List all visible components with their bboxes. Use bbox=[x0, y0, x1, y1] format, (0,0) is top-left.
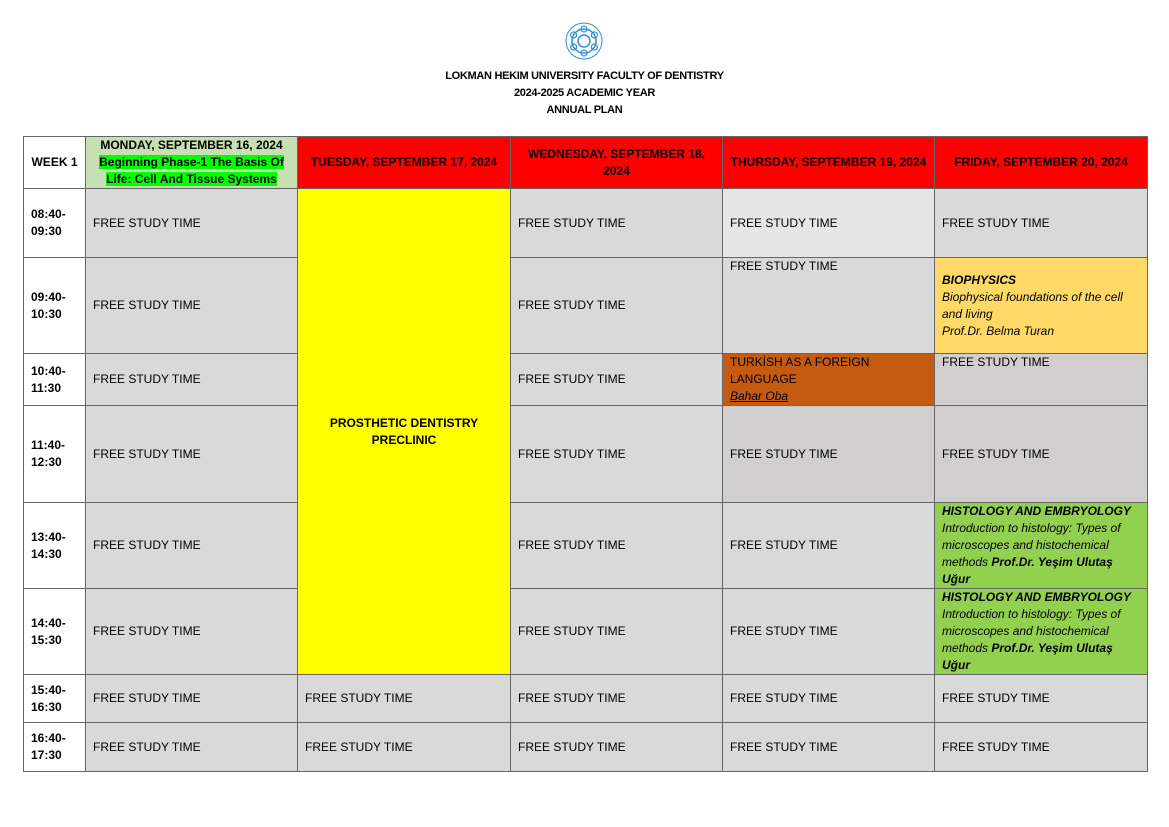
table-row bbox=[24, 675, 1148, 723]
table-row bbox=[24, 406, 1148, 503]
schedule-cell: FREE STUDY TIME bbox=[511, 503, 723, 589]
schedule-cell: FREE STUDY TIME bbox=[935, 723, 1148, 772]
course-title: HISTOLOGY AND EMBRYOLOGY bbox=[942, 504, 1131, 518]
schedule-cell: FREE STUDY TIME bbox=[86, 354, 298, 406]
histology-block bbox=[935, 503, 1148, 589]
time-slot: 11:40-12:30 bbox=[24, 406, 86, 503]
schedule-cell: FREE STUDY TIME bbox=[511, 258, 723, 354]
turkish-language-block bbox=[723, 354, 935, 406]
schedule-cell: FREE STUDY TIME bbox=[511, 723, 723, 772]
schedule-cell: FREE STUDY TIME bbox=[298, 723, 511, 772]
friday-header: FRIDAY, SEPTEMBER 20, 2024 bbox=[935, 137, 1148, 189]
schedule-cell: FREE STUDY TIME bbox=[511, 675, 723, 723]
time-slot: 09:40-10:30 bbox=[24, 258, 86, 354]
schedule-cell: FREE STUDY TIME bbox=[935, 189, 1148, 258]
schedule-cell: FREE STUDY TIME bbox=[86, 258, 298, 354]
schedule-cell: FREE STUDY TIME bbox=[511, 354, 723, 406]
schedule-cell: FREE STUDY TIME bbox=[935, 406, 1148, 503]
table-header-row bbox=[24, 137, 1148, 189]
schedule-cell: FREE STUDY TIME bbox=[723, 258, 935, 354]
monday-header bbox=[86, 137, 298, 189]
phase-label: Beginning Phase-1 The Basis Of Life: Cell And Tissue Systems bbox=[99, 155, 284, 186]
table-row bbox=[24, 723, 1148, 772]
schedule-cell: FREE STUDY TIME bbox=[935, 354, 1148, 406]
schedule-cell: FREE STUDY TIME bbox=[723, 723, 935, 772]
course-teacher: Prof.Dr. Yeşim Ulutaş Uğur bbox=[942, 555, 1113, 586]
monday-date: MONDAY, SEPTEMBER 16, 2024 bbox=[100, 138, 283, 152]
course-title: BIOPHYSICS bbox=[942, 272, 1017, 287]
schedule-cell: FREE STUDY TIME bbox=[723, 589, 935, 675]
course-title: HISTOLOGY AND EMBRYOLOGY bbox=[942, 590, 1131, 604]
schedule-cell: FREE STUDY TIME bbox=[86, 406, 298, 503]
schedule-cell: FREE STUDY TIME bbox=[86, 589, 298, 675]
time-slot: 15:40-16:30 bbox=[24, 675, 86, 723]
time-slot: 08:40-09:30 bbox=[24, 189, 86, 258]
schedule-cell: FREE STUDY TIME bbox=[86, 189, 298, 258]
schedule-cell: FREE STUDY TIME bbox=[298, 675, 511, 723]
course-teacher: Prof.Dr. Belma Turan bbox=[942, 323, 1055, 338]
wednesday-header: WEDNESDAY, SEPTEMBER 18, 2024 bbox=[511, 137, 723, 189]
schedule-cell: FREE STUDY TIME bbox=[723, 675, 935, 723]
schedule-cell: FREE STUDY TIME bbox=[511, 589, 723, 675]
plan-title: ANNUAL PLAN bbox=[546, 104, 623, 116]
schedule-cell: FREE STUDY TIME bbox=[511, 406, 723, 503]
schedule-cell: FREE STUDY TIME bbox=[723, 189, 935, 258]
schedule-cell: FREE STUDY TIME bbox=[511, 189, 723, 258]
course-title: TURKİSH AS A FOREIGN LANGUAGE bbox=[730, 355, 870, 386]
prosthetic-dentistry-block: PROSTHETIC DENTISTRY PRECLINIC bbox=[298, 189, 511, 675]
course-teacher: Prof.Dr. Yeşim Ulutaş Uğur bbox=[942, 641, 1113, 672]
time-slot: 13:40-14:30 bbox=[24, 503, 86, 589]
schedule-cell: FREE STUDY TIME bbox=[86, 723, 298, 772]
schedule-cell: FREE STUDY TIME bbox=[723, 406, 935, 503]
academic-year: 2024-2025 ACADEMIC YEAR bbox=[513, 87, 656, 99]
histology-block bbox=[935, 589, 1148, 675]
faculty-title: LOKMAN HEKIM UNIVERSITY FACULTY OF DENTISTRY bbox=[445, 70, 724, 82]
biophysics-block bbox=[935, 258, 1148, 354]
schedule-cell: FREE STUDY TIME bbox=[723, 503, 935, 589]
course-topic: Introduction to histology: Types of microscopes and histochemical methods bbox=[942, 521, 1121, 569]
schedule-cell: FREE STUDY TIME bbox=[86, 503, 298, 589]
time-slot: 16:40-17:30 bbox=[24, 723, 86, 772]
schedule-cell: FREE STUDY TIME bbox=[86, 675, 298, 723]
weekly-schedule-table bbox=[23, 136, 1148, 772]
university-seal-icon bbox=[563, 21, 605, 61]
course-topic: Introduction to histology: Types of microscopes and histochemical methods bbox=[942, 607, 1121, 655]
tuesday-header: TUESDAY, SEPTEMBER 17, 2024 bbox=[298, 137, 511, 189]
thursday-header: THURSDAY, SEPTEMBER 19, 2024 bbox=[723, 137, 935, 189]
time-slot: 14:40-15:30 bbox=[24, 589, 86, 675]
table-row bbox=[24, 589, 1148, 675]
table-row bbox=[24, 189, 1148, 258]
time-slot: 10:40-11:30 bbox=[24, 354, 86, 406]
table-row bbox=[24, 258, 1148, 354]
table-row bbox=[24, 354, 1148, 406]
course-topic: Biophysical foundations of the cell and living bbox=[942, 289, 1123, 321]
document-header bbox=[0, 68, 1169, 119]
course-teacher: Bahar Oba bbox=[730, 389, 789, 403]
table-row bbox=[24, 503, 1148, 589]
schedule-cell: FREE STUDY TIME bbox=[935, 675, 1148, 723]
week-label: WEEK 1 bbox=[24, 137, 86, 189]
